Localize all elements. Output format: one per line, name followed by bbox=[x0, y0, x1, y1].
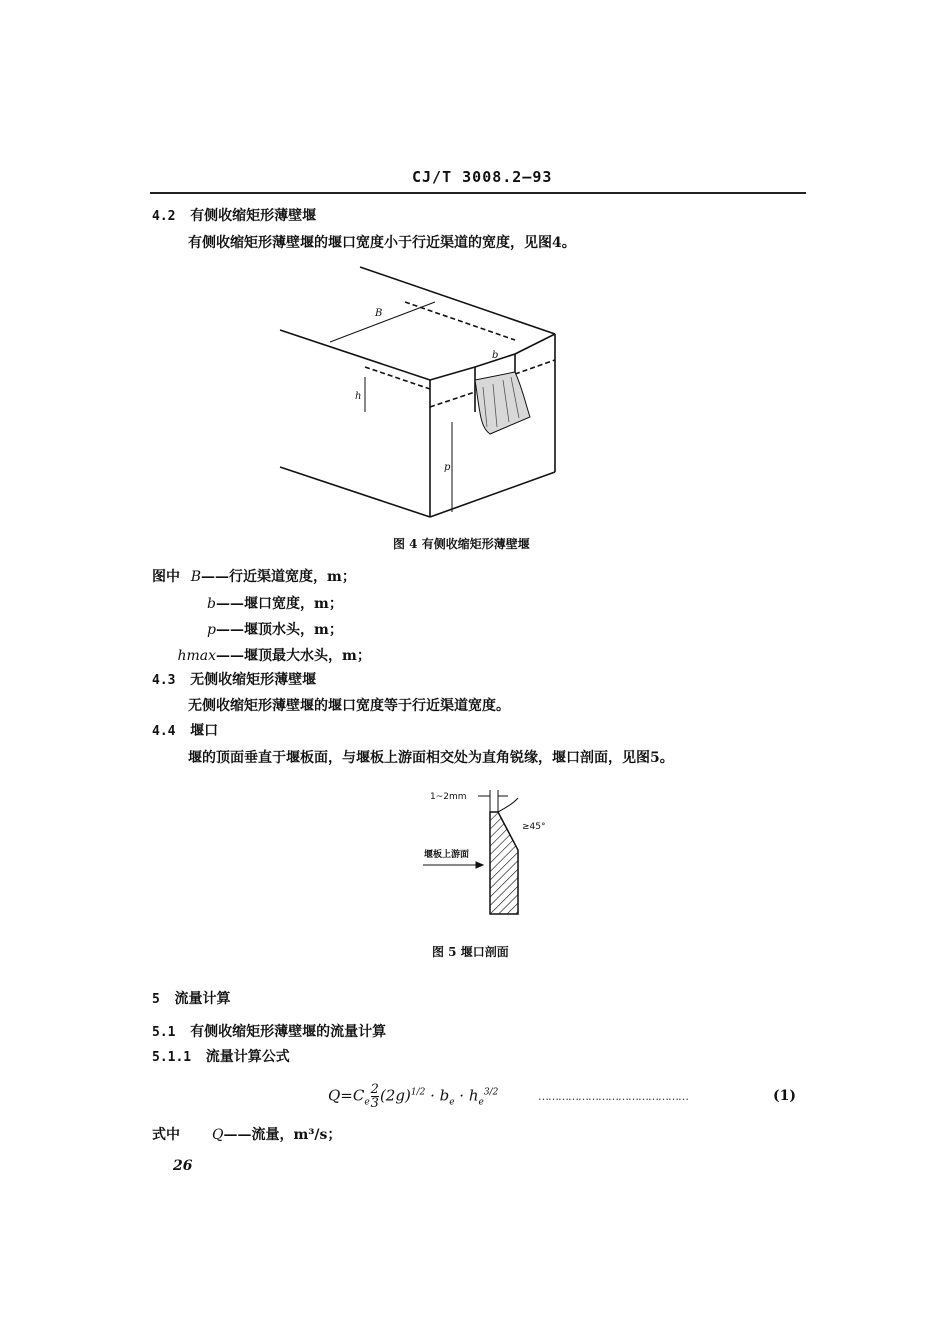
section-title: 有侧收缩矩形薄壁堰的流量计算 bbox=[190, 1024, 387, 1040]
legend-symbol: b bbox=[207, 596, 216, 612]
formula-sub: e bbox=[449, 1097, 455, 1108]
where-lead: 式中 bbox=[152, 1127, 180, 1143]
formula-sub: e bbox=[364, 1097, 370, 1108]
where-symbol: Q bbox=[212, 1127, 224, 1143]
formula-exponent: 1/2 bbox=[410, 1087, 426, 1098]
figure-4-weir-diagram bbox=[275, 262, 565, 522]
formula-term: · b bbox=[425, 1086, 450, 1105]
legend-symbol: p bbox=[207, 622, 216, 638]
label-b: b bbox=[492, 350, 499, 361]
figure-5-notch-section bbox=[418, 782, 553, 922]
section-number: 5 bbox=[152, 992, 160, 1007]
legend-desc: ——堰顶最大水头，m； bbox=[216, 648, 371, 664]
legend-desc: ——堰口宽度，m； bbox=[216, 596, 343, 612]
section-number: 5.1.1 bbox=[152, 1050, 192, 1065]
legend-desc: ——堰顶水头，m； bbox=[216, 622, 343, 638]
face-label: 堰板上游面 bbox=[424, 850, 470, 860]
angle-label: ≥45° bbox=[522, 822, 546, 832]
legend-desc: ——行近渠道宽度，m； bbox=[201, 569, 356, 585]
formula-lhs: Q=C bbox=[328, 1086, 365, 1105]
formula-leader-dots: ……………………………………… bbox=[538, 1090, 688, 1103]
formula-sub: e bbox=[478, 1097, 484, 1108]
header-rule bbox=[150, 192, 806, 194]
section-number: 5.1 bbox=[152, 1025, 176, 1040]
legend-item bbox=[170, 593, 343, 613]
label-p: p bbox=[444, 462, 451, 473]
section-title: 有侧收缩矩形薄壁堰 bbox=[190, 208, 317, 224]
flow-formula bbox=[328, 1083, 498, 1110]
section-title: 无侧收缩矩形薄壁堰 bbox=[190, 672, 317, 688]
fraction-denominator: 3 bbox=[370, 1096, 379, 1111]
page-number: 26 bbox=[173, 1158, 193, 1174]
section-number: 4.4 bbox=[152, 724, 176, 739]
legend-symbol: hmax bbox=[177, 648, 216, 664]
section-5-1-heading bbox=[152, 1021, 386, 1041]
legend-item bbox=[170, 619, 343, 639]
formula-term: · h bbox=[454, 1086, 479, 1105]
section-title: 堰口 bbox=[190, 723, 219, 739]
formula-exponent: 3/2 bbox=[483, 1087, 499, 1098]
legend-lead: 图中 bbox=[152, 569, 180, 585]
legend-symbol: B bbox=[190, 569, 201, 585]
formula-term: (2g) bbox=[379, 1086, 411, 1105]
where-desc: ——流量，m³/s； bbox=[223, 1127, 342, 1143]
where-item bbox=[212, 1124, 341, 1144]
section-4-4-text: 堰的顶面垂直于堰板面，与堰板上游面相交处为直角锐缘，堰口剖面，见图5。 bbox=[188, 750, 674, 766]
legend-item bbox=[155, 566, 356, 586]
section-title: 流量计算 bbox=[174, 991, 231, 1007]
figure-4-caption: 图 4 有侧收缩矩形薄壁堰 bbox=[393, 537, 530, 551]
section-4-2-text: 有侧收缩矩形薄壁堰的堰口宽度小于行近渠道的宽度，见图4。 bbox=[188, 235, 576, 251]
section-number: 4.3 bbox=[152, 673, 176, 688]
label-h: h bbox=[355, 391, 362, 402]
formula-fraction bbox=[371, 1083, 379, 1110]
legend-item bbox=[170, 645, 371, 665]
width-label: 1~2mm bbox=[430, 792, 467, 802]
section-number: 4.2 bbox=[152, 209, 176, 224]
section-5-heading bbox=[152, 988, 230, 1008]
section-title: 流量计算公式 bbox=[205, 1049, 290, 1065]
standard-code: CJ/T 3008.2—93 bbox=[412, 168, 553, 186]
section-4-4-heading bbox=[152, 720, 218, 740]
section-5-1-1-heading bbox=[152, 1046, 290, 1066]
figure-5-caption: 图 5 堰口剖面 bbox=[432, 945, 509, 959]
equation-number: (1) bbox=[773, 1088, 796, 1104]
section-4-3-text: 无侧收缩矩形薄壁堰的堰口宽度等于行近渠道宽度。 bbox=[188, 698, 510, 714]
fraction-numerator: 2 bbox=[370, 1082, 379, 1097]
label-B: B bbox=[375, 308, 383, 319]
section-4-2-heading bbox=[152, 205, 316, 225]
section-4-3-heading bbox=[152, 669, 316, 689]
